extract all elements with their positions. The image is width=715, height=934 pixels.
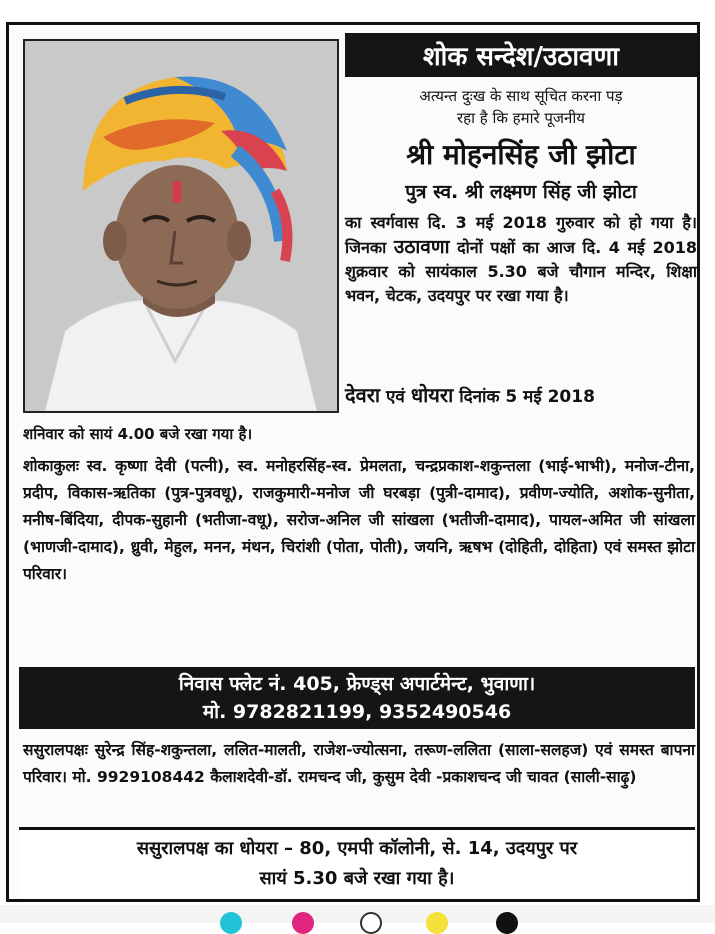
print-margin-strip	[0, 905, 715, 923]
intro-line-2: रहा है कि हमारे पूजनीय	[457, 109, 585, 127]
inlaw-dhoyra-line-2: सायं 5.30 बजे रखा गया है।	[259, 868, 455, 889]
inlaws-label: ससुरालपक्षः	[23, 741, 88, 759]
residence-address: निवास फ्लेट नं. 405, फ्रेण्ड्स अपार्टमेन्ट, भुवाणा।	[178, 673, 536, 695]
portrait-photo	[23, 39, 339, 413]
intro-line-1: अत्यन्त दुःख के साथ सूचित करना पड़	[419, 87, 623, 105]
intro-text	[347, 85, 695, 129]
obituary-advertisement	[6, 22, 700, 902]
mourners-label: शोकाकुलः	[23, 457, 80, 475]
details-part-2: दोनों पक्षों का आज दि. 4 मई 2018 शुक्रवार को सायंकाल 5.30 बजे चौगान मन्दिर, शिक्षा भवन, चेटक, उदयपुर पर रखा गया है।	[345, 238, 698, 305]
devra-line	[345, 383, 697, 409]
inlaws-list	[23, 737, 695, 791]
saturday-line: शनिवार को सायं 4.00 बजे रखा गया है।	[23, 425, 253, 443]
mourners-list	[23, 453, 695, 588]
title-banner	[345, 33, 697, 77]
cyan-register-mark	[220, 912, 242, 934]
portrait-illustration	[25, 41, 337, 411]
devra-date: दिनांक 5 मई 2018	[459, 387, 595, 407]
mourners-text: स्व. कृष्णा देवी (पत्नी), स्व. मनोहरसिंह-स्व. प्रेमलता, चन्द्रप्रकाश-शकुन्तला (भाई-भाभी), मनोज-टीना, प्रदीप, विकास-ऋतिका (पुत्र-पुत्रवधू), राजकुमारी-मनोज जी घरबड़ा (पुत्री-दामाद), प्रवीण-ज्योति, अशोक-सुनीता, मनीष-बिंदिया, दीपक-सुहानी (भतीजा-वधू), सरोज-अनिल जी सांखला (भतीजी-दामाद), पायल-अमित जी सांखला (भाणजी-दामाद), ध्रुवी, मेहुल, मनन, मंथन, चिरांशी (पोता, पोती), जयनि, ऋषभ (दोहिती, दोहिता) एवं समस्त झोटा परिवार।	[23, 457, 695, 583]
dhoyra-word: धोयरा	[410, 383, 454, 407]
devra-word: देवरा	[345, 383, 381, 407]
father-name: पुत्र स्व. श्री लक्ष्मण सिंह जी झोटा	[405, 181, 637, 203]
notice-title: शोक सन्देश/उठावणा	[422, 42, 620, 72]
devra-mid: एवं	[386, 387, 405, 407]
inlaws-text: सुरेन्द्र सिंह-शकुन्तला, ललित-मालती, राजेश-ज्योत्सना, तरूण-ललिता (साला-सलहज) एवं समस्त बापना परिवार। मो. 9929108442 कैलाशदेवी-डॉ. रामचन्द जी, कुसुम देवी -प्रकाशचन्द जी चावत (साली-साढ़ु)	[23, 741, 695, 786]
magenta-register-mark	[292, 912, 314, 934]
deceased-name: श्री मोहनसिंह जी झोटा	[406, 138, 636, 171]
inlaw-dhoyra-notice	[19, 827, 695, 897]
residence-phone: मो. 9782821199, 9352490546	[202, 701, 512, 723]
details-part-1: का स्वर्गवास दि. 3 मई 2018 गुरुवार को हो गया है। जिनका	[345, 213, 697, 257]
residence-box	[19, 667, 695, 729]
death-details	[345, 211, 697, 308]
inlaw-dhoyra-line-1: ससुरालपक्ष का धोयरा – 80, एमपी कॉलोनी, से. 14, उदयपुर पर	[136, 838, 578, 859]
uthavna-word: उठावणा	[393, 236, 450, 258]
registration-target-mark	[360, 912, 382, 934]
black-register-mark	[496, 912, 518, 934]
yellow-register-mark	[426, 912, 448, 934]
